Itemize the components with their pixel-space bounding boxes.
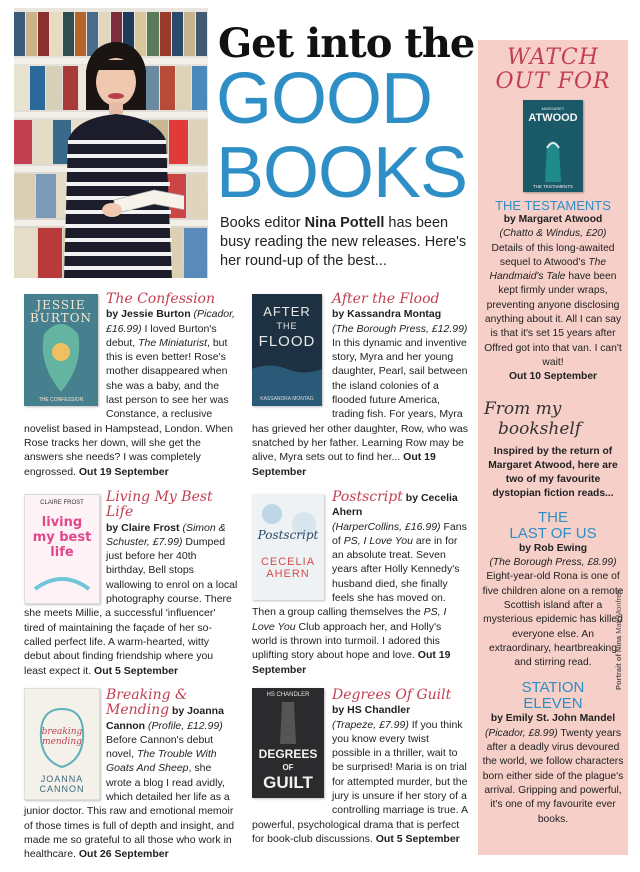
review-degrees-of-guilt: Degrees Of Guilt by HS Chandler (Trapeze, £7.99) If you think you know every twist possible in a thriller, wait to be surprised! Maria is on trial for attempted murder, but the jury is unsure if her story of a controlling marriage is true. A powerful, psychological drama that is perfect for book-club discussions. Out 5 September: [252, 687, 468, 845]
release-date: Out 26 September: [78, 848, 169, 861]
release-date: Out 19 September: [252, 649, 451, 676]
review-the-confession: The Confession by Jessie Burton (Picador, £16.99) I loved Burton's debut, The Miniaturist, but this is even better! Rose's mother disappeared when she was a baby, and the last person to see her was Constance, a reclusive novelist based in Hampstead, London. When Rose tracks her down, will she get the answers she needs? I was completely engrossed. Out 19 September: [24, 291, 235, 478]
editor-figure: [54, 40, 184, 278]
review-title: Breaking & Mending: [106, 687, 188, 719]
release-date: Out 19 September: [78, 465, 169, 478]
sidebar-station-eleven-review: by Emily St. John Mandel (Picador, £8.99) Twenty years after a deadly virus devoured the world, we follow characters born either side of the plague's arrival. Gripping and powerful, it's one of my favourite ever books.: [482, 713, 624, 825]
watch-out-for-heading: WATCH OUT FOR: [495, 45, 611, 94]
editor-name: Nina Pottell: [304, 215, 385, 231]
review-title: After the Flood: [332, 291, 440, 307]
editor-portrait-photo: [14, 8, 208, 278]
book-cover-postscript: Postscript CECELIA AHERN: [252, 494, 324, 600]
book-cover-the-confession: JESSIE BURTON THE CONFESSION: [24, 294, 98, 406]
release-date: Out 19 September: [252, 451, 436, 478]
book-cover-living-my-best-life: CLAIRE FROST living my best life: [24, 494, 100, 604]
book-cover-the-testaments: MARGARET ATWOOD THE TESTAMENTS: [523, 100, 583, 192]
release-date: Out 5 September: [375, 832, 460, 845]
release-date: Out 5 September: [94, 664, 179, 677]
sidebar-book-title: THE TESTAMENTS: [495, 198, 611, 213]
intro-paragraph: Books editor Nina Pottell has been busy reading the new releases. Here's her round-up of the best...: [220, 215, 467, 269]
headline-books: BOOKS: [216, 133, 468, 213]
review-title: Living My Best Life: [106, 489, 213, 521]
from-my-bookshelf-heading: From my bookshelf: [484, 398, 582, 439]
watch-out-for-sidebar: [478, 40, 628, 855]
review-living-my-best-life: Living My Best Life by Claire Frost (Simon & Schuster, £7.99) Dumped just before her 40th birthday, Bell stops wallowing to enrol on a local photography course. There she meets Millie, a successful 'influencer' tired of maintaining the façade of her so-called perfect life. A warm-hearted, witty debut about finding friendship where you least expect it. Out 5 September: [24, 489, 238, 677]
photo-credit: Portrait of Nina Matt Monfred.: [614, 587, 623, 690]
book-cover-breaking-and-mending: breaking mending JOANNA CANNON: [24, 688, 100, 800]
book-cover-after-the-flood: AFTER THE FLOOD KASSANDRA MONTAG: [252, 294, 322, 406]
headline-big: [216, 59, 468, 213]
review-postscript: Postscript by Cecelia Ahern (HarperCollins, £16.99) Fans of PS, I Love You are in for an absolute treat. Seven years after Holly Kennedy's husband died, she finally feels she has moved on. Then a group calling themselves the PS, I Love You Club approach her, and Holly's world is thrown into turmoil. I adored this uplifting story about hope and love. Out 19 September: [252, 489, 467, 676]
sidebar-last-of-us-review: by Rob Ewing (The Borough Press, £8.99) Eight-year-old Rona is one of five children alone on a remote Scottish island after a mysterious epidemic has killed everyone else. An extraordinary, heartbreaking and stirring read.: [482, 542, 624, 669]
review-after-the-flood: After the Flood by Kassandra Montag (The Borough Press, £12.99) In this dynamic and inventive story, Myra and her young daughter, Pearl, sail between the island colonies of a flooded future America, trading fish. For years, Myra has grieved her other daughter, Row, who was snatched by her father. Learning Row may be alive, Myra sets out to find her... Out 19 September: [252, 291, 468, 478]
sidebar-book-title: STATION ELEVEN: [521, 679, 585, 713]
sidebar-book-title: THE LAST OF US: [509, 508, 597, 542]
headline-good: GOOD: [216, 59, 433, 139]
headline-top: Get into the: [218, 20, 475, 67]
review-breaking-and-mending: Breaking & Mending by Joanna Cannon (Profile, £12.99) Before Cannon's debut novel, The Trouble With Goats And Sheep, she wrote a blog I read avidly, which detailed her life as a junior doctor. This raw and emotional memoir of those times is full of depth and insight, and made me so grateful to all those who work in healthcare. Out 26 September: [24, 687, 235, 861]
sidebar-testaments-review: by Margaret Atwood (Chatto & Windus, £20) Details of this long-awaited sequel to Atwood's The Handmaid's Tale have been kept firmly under wraps, preventing anyone disclosing anything about it. All I can say is that it's set 15 years after Offred got into that van. I can't wait! Out 10 September: [484, 214, 622, 383]
release-date: Out 10 September: [508, 371, 598, 383]
review-title: The Confession: [106, 291, 216, 307]
review-title: Postscript: [332, 489, 403, 505]
review-title: Degrees Of Guilt: [332, 687, 452, 703]
bookshelf-intro: Inspired by the return of Margaret Atwood, here are two of my favourite dystopian fiction reads...: [488, 445, 618, 500]
book-cover-degrees-of-guilt: HS CHANDLER DEGREES OF GUILT: [252, 688, 324, 798]
